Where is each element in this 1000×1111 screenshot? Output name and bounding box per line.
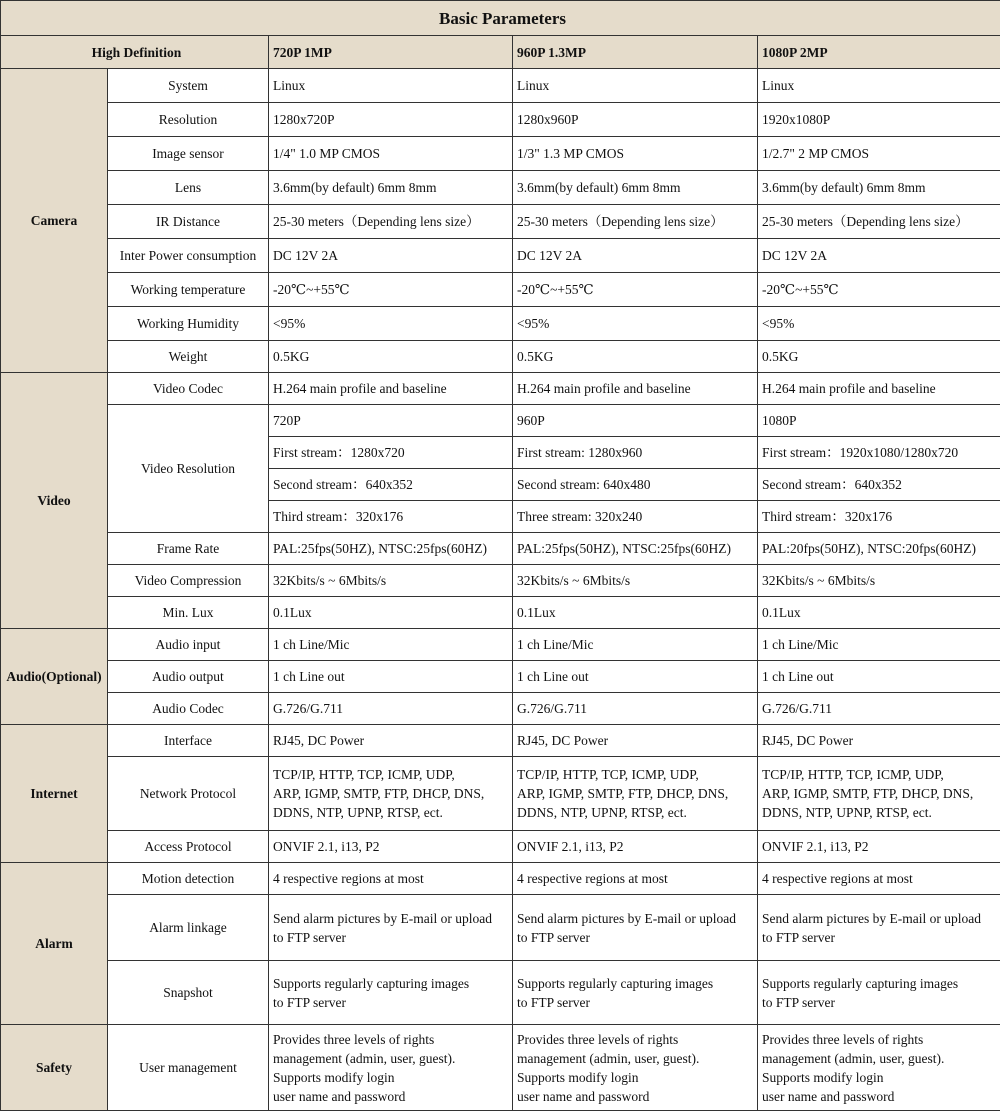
value-cell: 1 ch Line out [269,661,513,693]
text-line: to FTP server [762,993,1000,1012]
param-access-protocol: Access Protocol [108,831,269,863]
text-line: DDNS, NTP, UPNP, RTSP, ect. [517,803,757,822]
value-cell [269,895,513,961]
value-cell: 720P [269,405,513,437]
param-user-management: User management [108,1025,269,1111]
param-network-protocol: Network Protocol [108,757,269,831]
text-line: Send alarm pictures by E-mail or upload [517,909,757,928]
param-video-codec: Video Codec [108,373,269,405]
table-row [1,961,1000,1025]
text-line: Supports regularly capturing images [762,974,1000,993]
text-line: to FTP server [517,928,757,947]
model-720p: 720P 1MP [269,36,513,69]
value-cell: RJ45, DC Power [513,725,758,757]
value-cell: 1 ch Line/Mic [513,629,758,661]
model-960p: 960P 1.3MP [513,36,758,69]
table-row [1,307,1000,341]
param-audio-codec: Audio Codec [108,693,269,725]
text-line: Provides three levels of rights [273,1030,512,1049]
table-row [1,205,1000,239]
text-line: ARP, IGMP, SMTP, FTP, DHCP, DNS, [273,784,512,803]
value-cell: ONVIF 2.1, i13, P2 [513,831,758,863]
group-internet: Internet [1,725,108,863]
param-lens: Lens [108,171,269,205]
group-safety: Safety [1,1025,108,1111]
text-line: ARP, IGMP, SMTP, FTP, DHCP, DNS, [517,784,757,803]
value-cell: G.726/G.711 [758,693,1000,725]
value-cell: 1080P [758,405,1000,437]
value-cell: H.264 main profile and baseline [758,373,1000,405]
param-system: System [108,69,269,103]
value-cell [269,961,513,1025]
text-line: user name and password [517,1087,757,1106]
text-line: to FTP server [762,928,1000,947]
param-interface: Interface [108,725,269,757]
value-cell: DC 12V 2A [513,239,758,273]
group-audio: Audio(Optional) [1,629,108,725]
value-cell: 0.5KG [513,341,758,373]
table-title: Basic Parameters [1,1,1000,36]
value-cell: 25-30 meters（Depending lens size） [513,205,758,239]
param-motion-detection: Motion detection [108,863,269,895]
table-row [1,1025,1000,1111]
value-cell: Third stream：320x176 [758,501,1000,533]
param-snapshot: Snapshot [108,961,269,1025]
text-line: Supports modify login [273,1068,512,1087]
value-cell: 1/4" 1.0 MP CMOS [269,137,513,171]
text-line: TCP/IP, HTTP, TCP, ICMP, UDP, [517,765,757,784]
value-cell: RJ45, DC Power [269,725,513,757]
value-cell: -20℃~+55℃ [269,273,513,307]
value-cell: First stream：1920x1080/1280x720 [758,437,1000,469]
value-cell: PAL:25fps(50HZ), NTSC:25fps(60HZ) [513,533,758,565]
value-cell: 0.5KG [269,341,513,373]
table-row [1,693,1000,725]
value-cell [758,1025,1000,1111]
value-cell: 25-30 meters（Depending lens size） [758,205,1000,239]
text-line: Supports modify login [762,1068,1000,1087]
value-cell: 3.6mm(by default) 6mm 8mm [758,171,1000,205]
text-line: management (admin, user, guest). [273,1049,512,1068]
value-cell: 25-30 meters（Depending lens size） [269,205,513,239]
value-cell [513,895,758,961]
value-cell: Linux [758,69,1000,103]
text-line: TCP/IP, HTTP, TCP, ICMP, UDP, [762,765,1000,784]
text-line: DDNS, NTP, UPNP, RTSP, ect. [273,803,512,822]
text-line: Provides three levels of rights [762,1030,1000,1049]
value-cell: Second stream: 640x480 [513,469,758,501]
value-cell: 1280x720P [269,103,513,137]
value-cell: PAL:20fps(50HZ), NTSC:20fps(60HZ) [758,533,1000,565]
value-cell: 1/2.7" 2 MP CMOS [758,137,1000,171]
value-cell: ONVIF 2.1, i13, P2 [269,831,513,863]
text-line: Supports regularly capturing images [517,974,757,993]
value-cell: 1 ch Line/Mic [269,629,513,661]
group-camera: Camera [1,69,108,373]
text-line: to FTP server [273,993,512,1012]
table-row [1,103,1000,137]
param-min-lux: Min. Lux [108,597,269,629]
table-row [1,273,1000,307]
value-cell: PAL:25fps(50HZ), NTSC:25fps(60HZ) [269,533,513,565]
param-resolution: Resolution [108,103,269,137]
value-cell [513,961,758,1025]
table-row [1,137,1000,171]
table-row [1,405,1000,437]
param-frame-rate: Frame Rate [108,533,269,565]
model-1080p: 1080P 2MP [758,36,1000,69]
table-row [1,597,1000,629]
value-cell [513,757,758,831]
value-cell: -20℃~+55℃ [758,273,1000,307]
value-cell: Second stream：640x352 [758,469,1000,501]
param-power-consumption: Inter Power consumption [108,239,269,273]
text-line: user name and password [273,1087,512,1106]
table-row [1,757,1000,831]
value-cell: 1/3" 1.3 MP CMOS [513,137,758,171]
value-cell [758,895,1000,961]
value-cell: <95% [269,307,513,341]
value-cell [269,757,513,831]
text-line: management (admin, user, guest). [517,1049,757,1068]
value-cell: Third stream：320x176 [269,501,513,533]
header-row [1,36,1000,69]
table-row [1,69,1000,103]
param-weight: Weight [108,341,269,373]
table-row [1,171,1000,205]
value-cell: H.264 main profile and baseline [513,373,758,405]
value-cell: 1 ch Line out [513,661,758,693]
text-line: DDNS, NTP, UPNP, RTSP, ect. [762,803,1000,822]
value-cell: 32Kbits/s ~ 6Mbits/s [269,565,513,597]
value-cell: Second stream：640x352 [269,469,513,501]
value-cell: 32Kbits/s ~ 6Mbits/s [513,565,758,597]
text-line: Supports modify login [517,1068,757,1087]
value-cell: 0.1Lux [513,597,758,629]
table-row [1,373,1000,405]
value-cell: 0.1Lux [269,597,513,629]
table-row [1,533,1000,565]
value-cell: DC 12V 2A [758,239,1000,273]
table-row [1,239,1000,273]
value-cell: 1920x1080P [758,103,1000,137]
value-cell: DC 12V 2A [269,239,513,273]
table-row [1,629,1000,661]
value-cell: H.264 main profile and baseline [269,373,513,405]
text-line: Send alarm pictures by E-mail or upload [273,909,512,928]
value-cell: 960P [513,405,758,437]
table-row [1,341,1000,373]
table-row [1,661,1000,693]
value-cell [758,961,1000,1025]
value-cell: Linux [269,69,513,103]
text-line: to FTP server [517,993,757,1012]
value-cell: First stream：1280x720 [269,437,513,469]
text-line: management (admin, user, guest). [762,1049,1000,1068]
param-ir-distance: IR Distance [108,205,269,239]
value-cell: -20℃~+55℃ [513,273,758,307]
value-cell: Linux [513,69,758,103]
table-row [1,831,1000,863]
table-row [1,895,1000,961]
value-cell: 1 ch Line out [758,661,1000,693]
value-cell: 3.6mm(by default) 6mm 8mm [513,171,758,205]
param-working-humidity: Working Humidity [108,307,269,341]
table-row [1,725,1000,757]
param-video-compression: Video Compression [108,565,269,597]
group-alarm: Alarm [1,863,108,1025]
value-cell: G.726/G.711 [269,693,513,725]
param-alarm-linkage: Alarm linkage [108,895,269,961]
value-cell [758,757,1000,831]
high-definition-label: High Definition [1,36,269,69]
table-row [1,863,1000,895]
param-audio-output: Audio output [108,661,269,693]
value-cell: ONVIF 2.1, i13, P2 [758,831,1000,863]
param-audio-input: Audio input [108,629,269,661]
text-line: ARP, IGMP, SMTP, FTP, DHCP, DNS, [762,784,1000,803]
param-working-temperature: Working temperature [108,273,269,307]
value-cell: 0.5KG [758,341,1000,373]
value-cell: 0.1Lux [758,597,1000,629]
value-cell: G.726/G.711 [513,693,758,725]
value-cell: 3.6mm(by default) 6mm 8mm [269,171,513,205]
value-cell: 4 respective regions at most [513,863,758,895]
text-line: to FTP server [273,928,512,947]
text-line: user name and password [762,1087,1000,1106]
value-cell: 4 respective regions at most [269,863,513,895]
text-line: Send alarm pictures by E-mail or upload [762,909,1000,928]
value-cell [269,1025,513,1111]
value-cell: 4 respective regions at most [758,863,1000,895]
value-cell: 1 ch Line/Mic [758,629,1000,661]
param-image-sensor: Image sensor [108,137,269,171]
value-cell: First stream: 1280x960 [513,437,758,469]
group-video: Video [1,373,108,629]
param-video-resolution: Video Resolution [108,405,269,533]
value-cell: <95% [513,307,758,341]
value-cell: RJ45, DC Power [758,725,1000,757]
value-cell: <95% [758,307,1000,341]
value-cell: 32Kbits/s ~ 6Mbits/s [758,565,1000,597]
text-line: TCP/IP, HTTP, TCP, ICMP, UDP, [273,765,512,784]
text-line: Supports regularly capturing images [273,974,512,993]
value-cell: Three stream: 320x240 [513,501,758,533]
value-cell [513,1025,758,1111]
text-line: Provides three levels of rights [517,1030,757,1049]
value-cell: 1280x960P [513,103,758,137]
table-row [1,565,1000,597]
